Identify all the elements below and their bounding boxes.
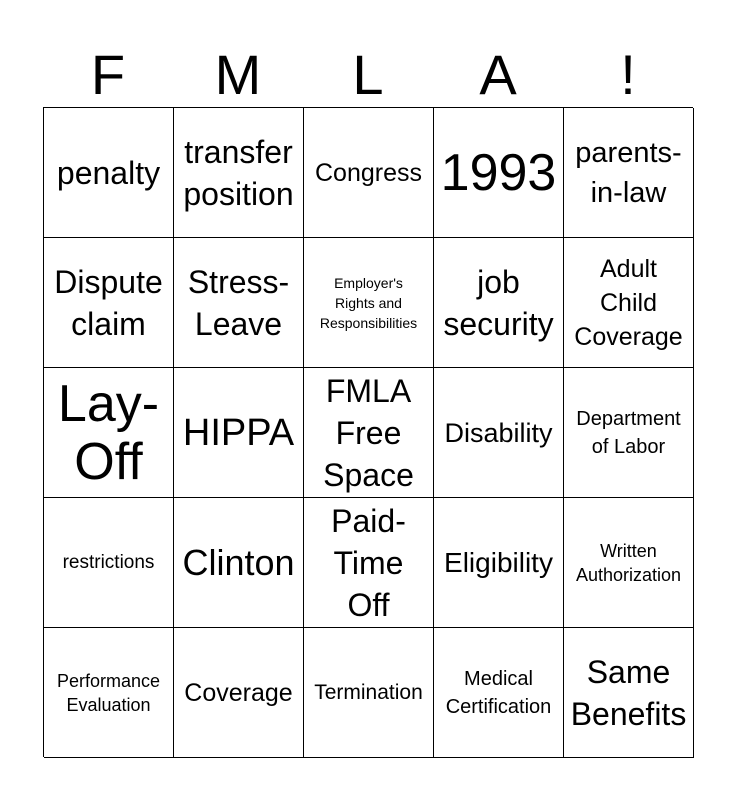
cell-text: Clinton <box>182 541 295 583</box>
bingo-cell-r1c4[interactable] <box>434 108 564 238</box>
bingo-board <box>43 107 693 757</box>
bingo-cell-r4c5[interactable] <box>564 498 694 628</box>
bingo-cell-r1c3[interactable] <box>304 108 434 238</box>
cell-text: Congress <box>315 158 422 187</box>
bingo-cell-r4c3[interactable] <box>304 498 434 628</box>
header-letter-l: L <box>352 43 384 106</box>
cell-text: job security <box>443 263 554 342</box>
bingo-free-space[interactable] <box>304 368 434 498</box>
bingo-cell-r1c5[interactable] <box>564 108 694 238</box>
bingo-cell-r4c2[interactable] <box>174 498 304 628</box>
cell-text: Adult Child Coverage <box>574 254 683 351</box>
cell-text: HIPPA <box>182 411 295 454</box>
header-letter-m: M <box>214 43 262 106</box>
cell-text: Department of Labor <box>576 407 681 458</box>
bingo-cell-r5c1[interactable] <box>44 628 174 758</box>
cell-text: transfer position <box>183 133 294 212</box>
bingo-cell-r5c4[interactable] <box>434 628 564 758</box>
header-letter-a: A <box>479 43 517 106</box>
cell-text: Dispute claim <box>54 263 163 342</box>
cell-text: Lay- Off <box>57 374 160 491</box>
cell-text: Same Benefits <box>570 653 687 732</box>
bingo-cell-r4c4[interactable] <box>434 498 564 628</box>
bingo-cell-r1c2[interactable] <box>174 108 304 238</box>
cell-text: Stress- Leave <box>187 263 290 342</box>
cell-text: Termination <box>314 680 423 704</box>
bingo-cell-r4c1[interactable] <box>44 498 174 628</box>
bingo-cell-r3c2[interactable] <box>174 368 304 498</box>
cell-text: Coverage <box>184 678 293 707</box>
bingo-cell-r2c4[interactable] <box>434 238 564 368</box>
bingo-cell-r3c5[interactable] <box>564 368 694 498</box>
bingo-cell-r5c3[interactable] <box>304 628 434 758</box>
bingo-cell-r3c1[interactable] <box>44 368 174 498</box>
bingo-cell-r2c3[interactable] <box>304 238 434 368</box>
bingo-cell-r2c2[interactable] <box>174 238 304 368</box>
bingo-cell-r5c5[interactable] <box>564 628 694 758</box>
cell-text: FMLA Free Space <box>323 372 414 493</box>
cell-text: Eligibility <box>444 546 553 578</box>
cell-text: Employer's Rights and Responsibilities <box>319 274 418 331</box>
bingo-header <box>43 42 693 108</box>
bingo-cell-r3c4[interactable] <box>434 368 564 498</box>
header-letter-f: F <box>90 43 126 106</box>
bingo-cell-r2c5[interactable] <box>564 238 694 368</box>
cell-text: 1993 <box>440 143 557 202</box>
cell-text: Written Authorization <box>575 540 682 585</box>
cell-text: Performance Evaluation <box>56 670 161 715</box>
bingo-cell-r2c1[interactable] <box>44 238 174 368</box>
bingo-cell-r5c2[interactable] <box>174 628 304 758</box>
cell-text: Disability <box>444 417 553 448</box>
bingo-cell-r1c1[interactable] <box>44 108 174 238</box>
cell-text: penalty <box>56 154 161 191</box>
cell-text: restrictions <box>62 551 155 573</box>
cell-text: Medical Certification <box>445 667 552 718</box>
cell-text: parents- in-law <box>575 136 682 209</box>
cell-text: Paid- Time Off <box>331 502 406 623</box>
header-letter-exclamation: ! <box>620 43 636 106</box>
